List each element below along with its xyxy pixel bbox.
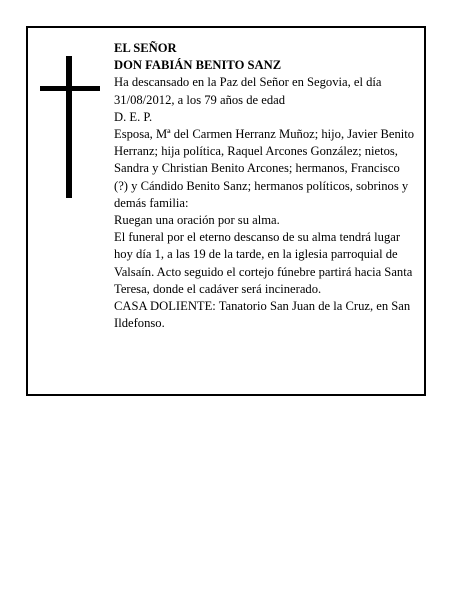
funeral-details: El funeral por el eterno descanso de su alma tendrá lugar hoy día 1, a las 19 de la tarde, en la iglesia parroquial de Valsaín. Acto seguido el cortejo fúnebre partirá hacia Santa Teresa, donde el cadáver será incinerado. xyxy=(114,230,413,296)
notice-text xyxy=(114,40,416,332)
prayer-request: Ruegan una oración por su alma. xyxy=(114,213,280,228)
heading-title: EL SEÑOR xyxy=(114,41,177,55)
mourning-house: CASA DOLIENTE: Tanatorio San Juan de la Cruz, en San Ildefonso. xyxy=(114,299,411,331)
cross-horizontal-bar xyxy=(40,86,100,91)
cross-vertical-bar xyxy=(66,56,72,198)
death-announcement: Ha descansado en la Paz del Señor en Segovia, el día 31/08/2012, a los 79 años de edad xyxy=(114,75,382,107)
cross-icon xyxy=(40,56,100,198)
rest-in-peace: D. E. P. xyxy=(114,109,153,124)
family-list: Esposa, Mª del Carmen Herranz Muñoz; hijo, Javier Benito Herranz; hija política, Raquel Arcones González; nietos, Sandra y Christian Benito Arcones; hermanos, Francisco (?) y Cándido Benito Sanz; hermanos políticos, sobrinos y demás familia: xyxy=(114,127,415,210)
deceased-name: DON FABIÁN BENITO SANZ xyxy=(114,58,282,73)
obituary-notice xyxy=(26,26,426,396)
